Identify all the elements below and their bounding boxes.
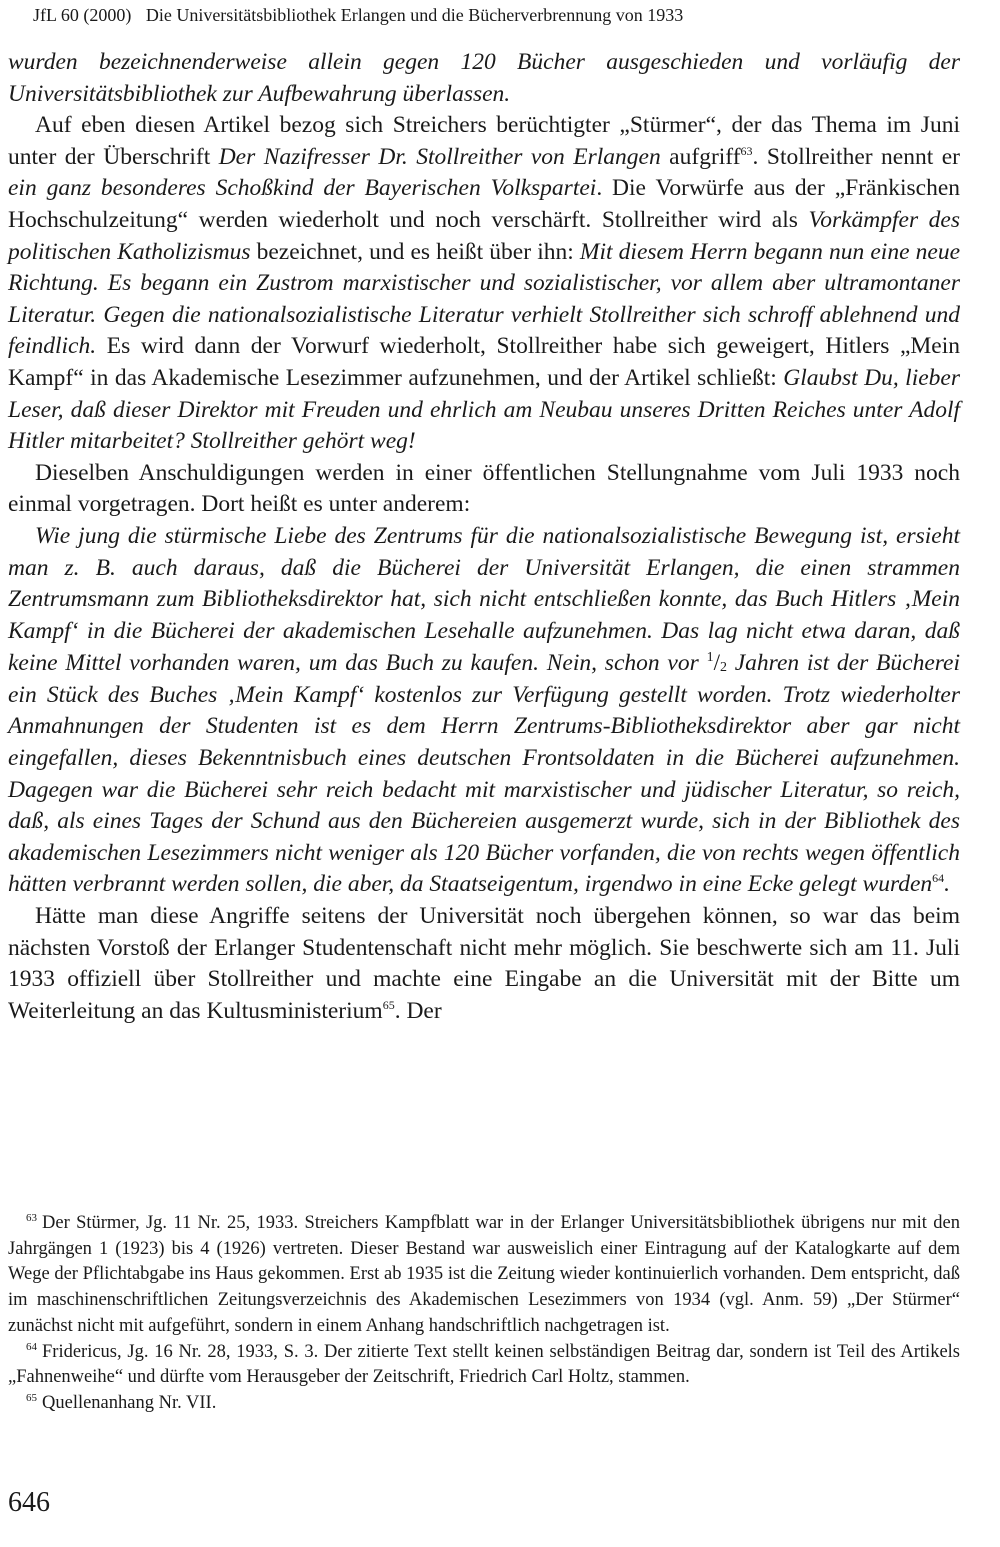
footnote-number: 65 (26, 1391, 37, 1404)
journal-citation: JfL 60 (2000) (33, 5, 132, 25)
footnote-text: Der Stürmer, Jg. 11 Nr. 25, 1933. Streichers Kampfblatt war in der Erlanger Universitätsbibliothek übrigens nur mit den Jahrgängen 1 (1923) bis 4 (1926) vertreten. Dieser Bestand war ausweislich einer Eintragung auf der Katalogkarte auf dem Wege der Pflichtabgabe ins Haus gekommen. Erst ab 1935 ist die Zeitung wieder kontinuierlich vorhanden. Dem entspricht, daß im maschinenschriftlichen Zeitungsverzeichnis des Akademischen Lesezimmers von 1934 (vgl. Anm. 59) „Der Stürmer“ zunächst nicht mit aufgeführt, sondern in einem Anhang handschriftlich nachgetragen ist. (8, 1213, 960, 1336)
fraction-slash: / (713, 650, 720, 676)
fraction-denominator: 2 (719, 660, 727, 676)
fraction-numerator: 1 (706, 650, 714, 666)
body-text (8, 47, 960, 1027)
text-run: Hätte man diese Angriffe seitens der Universität noch übergehen können, so war das beim nächsten Vorstoß der Erlanger Studentenschaft nicht mehr möglich. Sie beschwerte sich am 11. Juli 1933 offiziell über Stollreither und machte eine Eingabe an die Universität mit der Bitte um Weiterleitung an das Kultusministerium (8, 903, 960, 1024)
footnote-ref: 65 (382, 997, 395, 1012)
italic-text: Der Nazifresser Dr. Stollreither von Erlangen (218, 143, 661, 170)
italic-text: Jahren ist der Bücherei ein Stück des Buches ‚Mein Kampf‘ kostenlos zur Verfügung gestellt worden. Trotz wiederholter Anmahnungen der Studenten ist es dem Herrn Zentrums-Bibliotheksdirektor aber gar nicht eingefallen, dieses Bekenntnisbuch eines deutschen Frontsoldaten in die Bücherei aufzunehmen. Dagegen war die Bücherei sehr reich bedacht mit marxistischer und jüdischer Literatur, so reich, daß, als eines Tages der Schund aus den Büchereien ausgemerzt wurde, sich in der Bibliothek des akademischen Lesezimmers nicht weniger als 120 Bücher vorfanden, die von rechts wegen öffentlich hätten verbrannt werden sollen, die aber, da Staatseigentum, irgendwo in eine Ecke gelegt wurden (8, 650, 960, 898)
italic-text: Glaubst Du, lieber Leser, daß dieser Direktor mit Freuden und ehrlich am Neubau unseres Dritten Reiches unter Adolf Hitler mitarbeitet? Stollreither gehört weg! (8, 364, 960, 455)
text-run: . Der (394, 997, 442, 1024)
text-run: . Stollreither nennt er (752, 143, 960, 170)
fraction (707, 650, 727, 675)
article-title: Die Universitätsbibliothek Erlangen und die Bücherverbrennung von 1933 (145, 5, 684, 25)
body-paragraph (8, 458, 960, 521)
body-paragraph (8, 110, 960, 458)
footnote (8, 1211, 960, 1340)
text-run: aufgriff (660, 143, 741, 170)
italic-text: ein ganz besonderes Schoßkind der Bayerischen Volkspartei (8, 175, 597, 202)
italic-text: . (944, 871, 951, 898)
page-number: 646 (8, 1487, 50, 1518)
text-run: bezeichnet, und es heißt über ihn: (250, 238, 580, 265)
footnote-text: Fridericus, Jg. 16 Nr. 28, 1933, S. 3. Der zitierte Text stellt keinen selbständigen Beitrag dar, sondern ist Teil des Artikels „Fahnenweihe“ und dürfte vom Herausgeber der Zeitschrift, Friedrich Carl Holtz, stammen. (8, 1341, 960, 1388)
body-paragraph (8, 901, 960, 1027)
footnote-ref: 63 (740, 143, 753, 158)
text-run: Auf eben diesen Artikel bezog sich Streichers berüchtigter „Stürmer“, der das Thema im Juni unter der Überschrift (8, 112, 960, 170)
running-head (33, 3, 968, 27)
footnotes (8, 1211, 960, 1417)
block-quote (8, 521, 960, 901)
footnote-ref: 64 (932, 871, 945, 886)
footnote-text: Quellenanhang Nr. VII. (42, 1392, 217, 1413)
italic-text: Mit diesem Herrn begann nun eine neue Richtung. Es begann ein Zustrom marxistischer und sozialistischer, vor allem aber ultramontaner Literatur. Gegen die nationalsozialistische Literatur verhielt Stollreither sich schroff ablehnend und feindlich. (8, 238, 960, 360)
text-run: . Die Vorwürfe aus der „Fränkischen Hochschulzeitung“ werden wiederholt und noch verschärft. Stollreither wird als (8, 175, 961, 233)
footnote-number: 63 (26, 1212, 37, 1224)
italic-text: wurden bezeichnenderweise allein gegen 120 Bücher ausgeschieden und vorläufig der Universitätsbibliothek zur Aufbewahrung überlassen. (8, 49, 960, 107)
footnote-number: 64 (26, 1340, 37, 1353)
footnote (8, 1340, 960, 1391)
italic-text: Vorkämpfer des politischen Katholizismus (8, 206, 960, 265)
body-paragraph (8, 47, 960, 110)
italic-text: Wie jung die stürmische Liebe des Zentrums für die nationalsozialistische Bewegung ist, ersieht man z. B. auch daraus, daß die Bücherei der Universität Erlangen, die einen strammen Zentrumsmann zum Bibliotheksdirektor hat, sich nicht entschließen konnte, das Buch Hitlers ‚Mein Kampf‘ in die Bücherei der akademischen Lesehalle aufzunehmen. Das lag nicht etwa daran, daß keine Mittel vorhanden waren, um das Buch zu kaufen. Nein, schon vor (8, 522, 960, 677)
footnote (8, 1391, 960, 1417)
text-run: Es wird dann der Vorwurf wiederholt, Stollreither habe sich geweigert, Hitlers „Mein Kampf“ in das Akademische Lesezimmer aufzunehmen, und der Artikel schließt: (8, 333, 960, 391)
text-run: Dieselben Anschuldigungen werden in einer öffentlichen Stellungnahme vom Juli 1933 noch einmal vorgetragen. Dort heißt es unter anderem: (8, 459, 960, 518)
